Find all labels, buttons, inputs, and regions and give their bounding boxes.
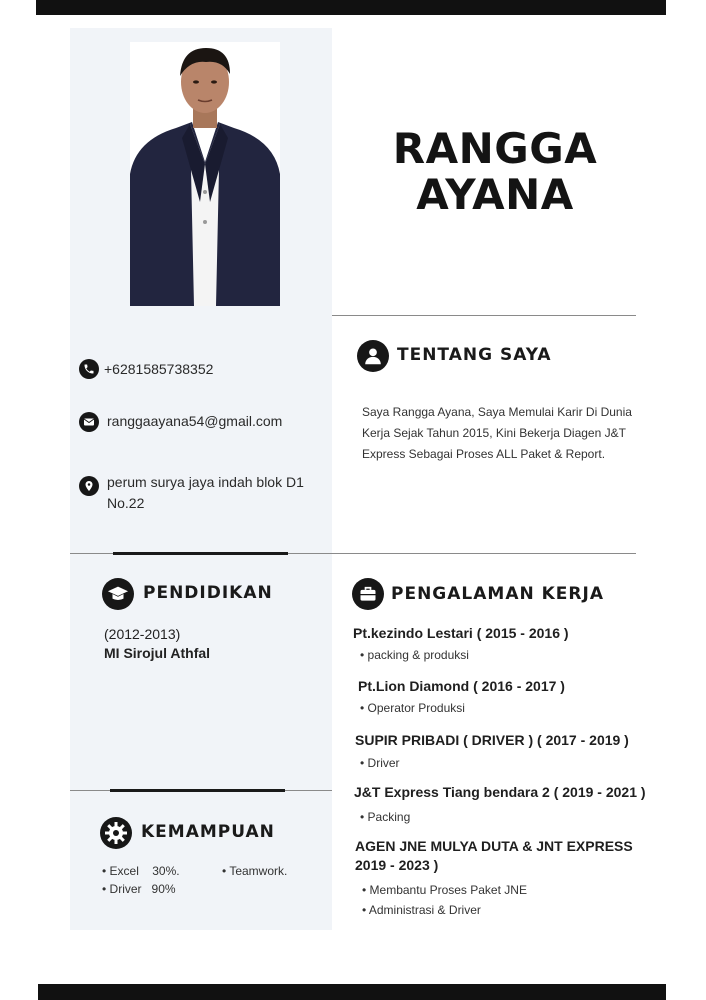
skill-label: Driver 90% bbox=[109, 882, 176, 896]
gear-icon bbox=[100, 817, 132, 849]
graduation-cap-icon bbox=[102, 578, 134, 610]
profile-photo bbox=[130, 42, 280, 306]
job-bullet: • Administrasi & Driver bbox=[362, 903, 481, 917]
job-title: Pt.Lion Diamond ( 2016 - 2017 ) bbox=[358, 678, 565, 694]
job-bullet: • Membantu Proses Paket JNE bbox=[362, 883, 527, 897]
skills-list bbox=[102, 864, 180, 900]
job-title: SUPIR PRIBADI ( DRIVER ) ( 2017 - 2019 ) bbox=[355, 732, 629, 748]
divider-name bbox=[332, 315, 636, 316]
skill-item: • Excel 30%. bbox=[102, 864, 180, 878]
job-bullet: • Driver bbox=[360, 756, 400, 770]
experience-heading: PENGALAMAN KERJA bbox=[391, 584, 604, 604]
skills-list-secondary bbox=[222, 864, 287, 882]
job-bullet: • Operator Produksi bbox=[360, 701, 465, 715]
job-bullet-text: Packing bbox=[367, 810, 411, 824]
job-bullet-text: Administrasi & Driver bbox=[368, 903, 481, 917]
phone-number[interactable]: +6281585738352 bbox=[104, 361, 214, 377]
bottom-bar bbox=[38, 984, 666, 1000]
education-heading: PENDIDIKAN bbox=[143, 583, 273, 603]
job-bullet-text: packing & produksi bbox=[367, 648, 469, 662]
job-bullet: • packing & produksi bbox=[360, 648, 469, 662]
divider-skills-accent bbox=[110, 789, 285, 792]
about-heading: TENTANG SAYA bbox=[397, 345, 552, 365]
job-bullet-text: Driver bbox=[367, 756, 400, 770]
skill-label: Excel 30%. bbox=[109, 864, 180, 878]
skill-item: • Driver 90% bbox=[102, 882, 176, 896]
divider-middle-accent bbox=[113, 552, 288, 555]
job-bullet-text: Membantu Proses Paket JNE bbox=[369, 883, 527, 897]
phone-icon bbox=[79, 359, 99, 379]
job-title: AGEN JNE MULYA DUTA & JNT EXPRESS 2019 - 2023 ) bbox=[355, 838, 633, 873]
about-text: Saya Rangga Ayana, Saya Memulai Karir Di Dunia Kerja Sejak Tahun 2015, Kini Bekerja Diagen J&T Express Sebagai Proses ALL Paket & Report. bbox=[362, 405, 632, 461]
education-school: MI Sirojul Athfal bbox=[104, 645, 211, 661]
top-bar bbox=[36, 0, 666, 15]
user-icon bbox=[357, 340, 389, 372]
skill-label: Teamwork. bbox=[229, 864, 288, 878]
skills-heading: KEMAMPUAN bbox=[141, 822, 275, 842]
job-bullet-text: Operator Produksi bbox=[367, 701, 465, 715]
address: perum surya jaya indah blok D1 No.22 bbox=[107, 474, 304, 511]
email-address[interactable]: ranggaayana54@gmail.com bbox=[107, 413, 283, 429]
mail-icon bbox=[79, 412, 99, 432]
last-name: AYANA bbox=[416, 170, 574, 219]
first-name: RANGGA bbox=[392, 124, 598, 173]
job-bullet: • Packing bbox=[360, 810, 411, 824]
full-name bbox=[340, 126, 650, 218]
education-years: (2012-2013) bbox=[104, 626, 181, 642]
briefcase-icon bbox=[352, 578, 384, 610]
location-pin-icon bbox=[79, 476, 99, 496]
job-title: J&T Express Tiang bendara 2 ( 2019 - 2021 ) bbox=[354, 784, 646, 800]
job-title: Pt.kezindo Lestari ( 2015 - 2016 ) bbox=[353, 625, 569, 641]
skill-item: • Teamwork. bbox=[222, 864, 288, 878]
